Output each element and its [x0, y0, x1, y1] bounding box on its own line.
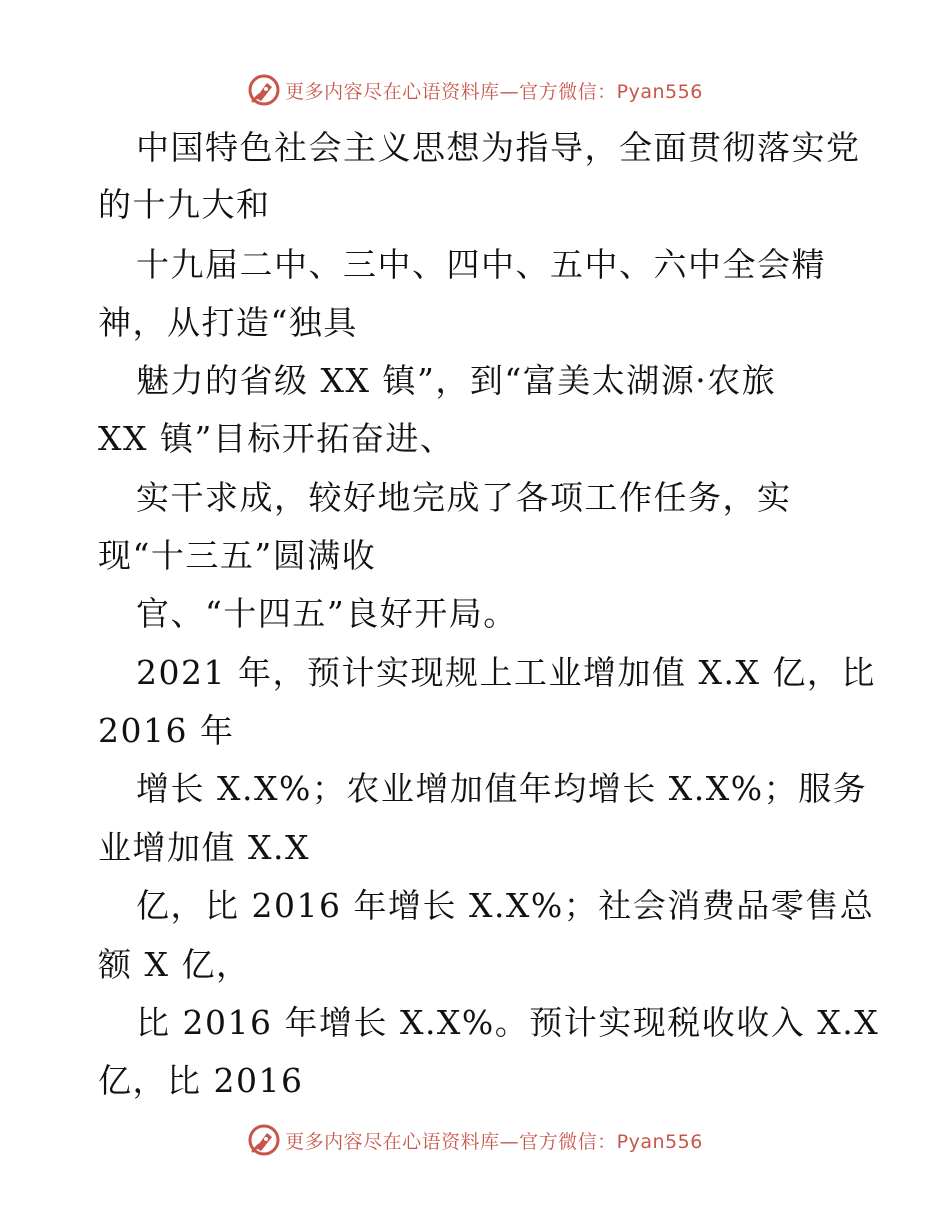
text-line: 比 2016 年增长 X.X%。预计实现税收收入 X.X	[136, 1003, 880, 1042]
text-line: 神，从打造“独具	[98, 303, 358, 342]
pen-nib-logo-icon	[247, 73, 281, 107]
text-line: 2016 年	[98, 711, 235, 750]
text-line: 魅力的省级 XX 镇”，到“富美太湖源·农旅	[136, 361, 777, 400]
text-line: 十九届二中、三中、四中、五中、六中全会精	[136, 245, 826, 284]
text-line: 亿，比 2016 年增长 X.X%；社会消费品零售总	[136, 886, 875, 925]
text-line: 亿，比 2016	[98, 1061, 304, 1100]
header-watermark	[0, 70, 950, 110]
text-line: 实干求成，较好地完成了各项工作任务，实	[136, 478, 792, 517]
text-line: 的十九大和	[98, 185, 271, 224]
text-line: 业增加值 X.X	[98, 828, 310, 867]
text-line: 中国特色社会主义思想为指导，全面贯彻落实党	[136, 128, 861, 167]
text-line: 现“十三五”圆满收	[98, 536, 377, 575]
text-line: 增长 X.X%；农业增加值年均增长 X.X%；服务	[136, 769, 868, 808]
pen-nib-logo-icon	[247, 1123, 281, 1157]
text-line: 官、“十四五”良好开局。	[136, 594, 518, 633]
watermark-text: 更多内容尽在心语资料库—官方微信：Pyan556	[285, 80, 703, 103]
watermark-text: 更多内容尽在心语资料库—官方微信：Pyan556	[285, 1130, 703, 1153]
footer-watermark	[0, 1120, 950, 1160]
text-line: XX 镇”目标开拓奋进、	[98, 419, 455, 458]
text-line: 2021 年，预计实现规上工业增加值 X.X 亿，比	[136, 653, 876, 692]
text-line: 额 X 亿，	[98, 945, 251, 984]
